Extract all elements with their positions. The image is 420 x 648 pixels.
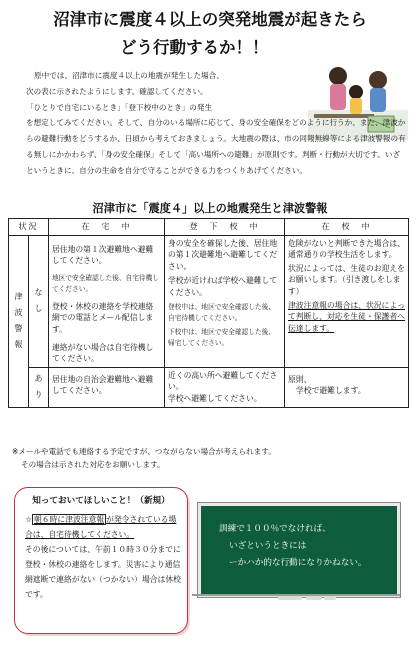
page-title: 沼津市に震度４以上の突発地震が起きたら (53, 10, 367, 29)
column-header: 在 宅 中 (49, 219, 165, 236)
row-group-label: 津波警報 (9, 235, 29, 407)
table-cell-commute: 近くの高い所へ避難してください。 学校へ避難してください。 (165, 367, 285, 407)
intro-line: 原中では、沼津市に震度４以上の地震が発生した場合、 (34, 71, 224, 80)
row-label: なし (29, 235, 49, 367)
column-header: 登 下 校 中 (165, 219, 285, 236)
table-header-row (9, 219, 409, 236)
notice-text: その後については、午前１０時３０分までに登校・休校の連絡をします。災害により通信網遮断で連絡がない（つかない）場合は休校です。 (25, 545, 181, 599)
table-cell-home: 居住地の第１次避難地へ避難してください。 地区で安全確認した後、自宅待機してください。 登校・休校の連絡を学校連絡網での電話とメール配信します。 連絡がない場合は自宅待機してください。 (49, 235, 165, 367)
blackboard-text: 訓練で１００％でなければ、 いざというときには ーかハか的な行動になりかねない。 (219, 524, 367, 568)
column-header: 状況 (9, 219, 49, 236)
note-line: その場合は示された対応をお願いします。 (21, 460, 165, 469)
star-icon: ☆ (25, 515, 32, 524)
chalk-icon (306, 596, 322, 600)
table-cell-commute: 身の安全を確保した後、居住地の第１次避難地へ避難してください。 学校が近ければ学校へ避難してください。 登校中は、地区で安全確認した後、自宅待機してください。 下校中は、地区で安全確認した後、帰宅してください。 (165, 235, 285, 367)
notice-text: が発令されている場合は、自宅待機してください。 (25, 515, 177, 539)
chalk-icon (324, 596, 336, 600)
response-table (8, 218, 409, 408)
intro-line: 「ひとりで自宅にいるとき」「登下校中のとき」の発生 (26, 102, 213, 112)
intro-line: 次の表に示されたようにします。確認してください。 (26, 86, 208, 96)
notice-title: 知っておいてほしいこと！（新規） (32, 496, 170, 506)
chalk-icon (278, 596, 302, 600)
table-note (12, 445, 276, 471)
notice-card (14, 487, 188, 634)
notice-body (25, 512, 181, 602)
blackboard (198, 503, 400, 597)
table-row (9, 235, 409, 367)
intro-paragraph: を想定してみてください。そして、自分のいる場所に応じて、身の安全確保をどのように行うか、また、津波からの避難行動をどうするか、日頃から考えておきましょう。大地震の際は、市の同報無線等による津波警報の有る無しにかかわらず、「身の安全確保」そして「高い場所への避難」が原則です。判断・行動が大切です。いざというときに、自分の生命を自分で守ることができる力をつくりあげてください。 (26, 118, 406, 175)
intro-text (26, 68, 406, 179)
table-row (9, 367, 409, 407)
notice-boxed-text: 朝６時に津波注意報 (34, 515, 105, 524)
page-subtitle: どう行動するか！！ (120, 38, 269, 57)
note-line: ※メールや電話でも連絡する予定ですが、つながらない場合が考えられます。 (12, 447, 276, 456)
row-label: あり (29, 367, 49, 407)
column-header: 在 校 中 (285, 219, 409, 236)
table-cell-home: 居住地の自治会避難地へ避難してください。 (49, 367, 165, 407)
section-title: 沼津市に「震度４」以上の地震発生と津波警報 (92, 202, 328, 215)
table-cell-school: 原則、 学校で避難します。 (285, 367, 409, 407)
table-cell-school: 危険がないと判断できた場合は、通常通りの学校生活をします。 状況によっては、生徒のお迎えをお願いします。（引き渡しをします） 津波注意報の場合は、状況によって判断し、対応を生徒・保護者へ伝達します。 (285, 235, 409, 367)
